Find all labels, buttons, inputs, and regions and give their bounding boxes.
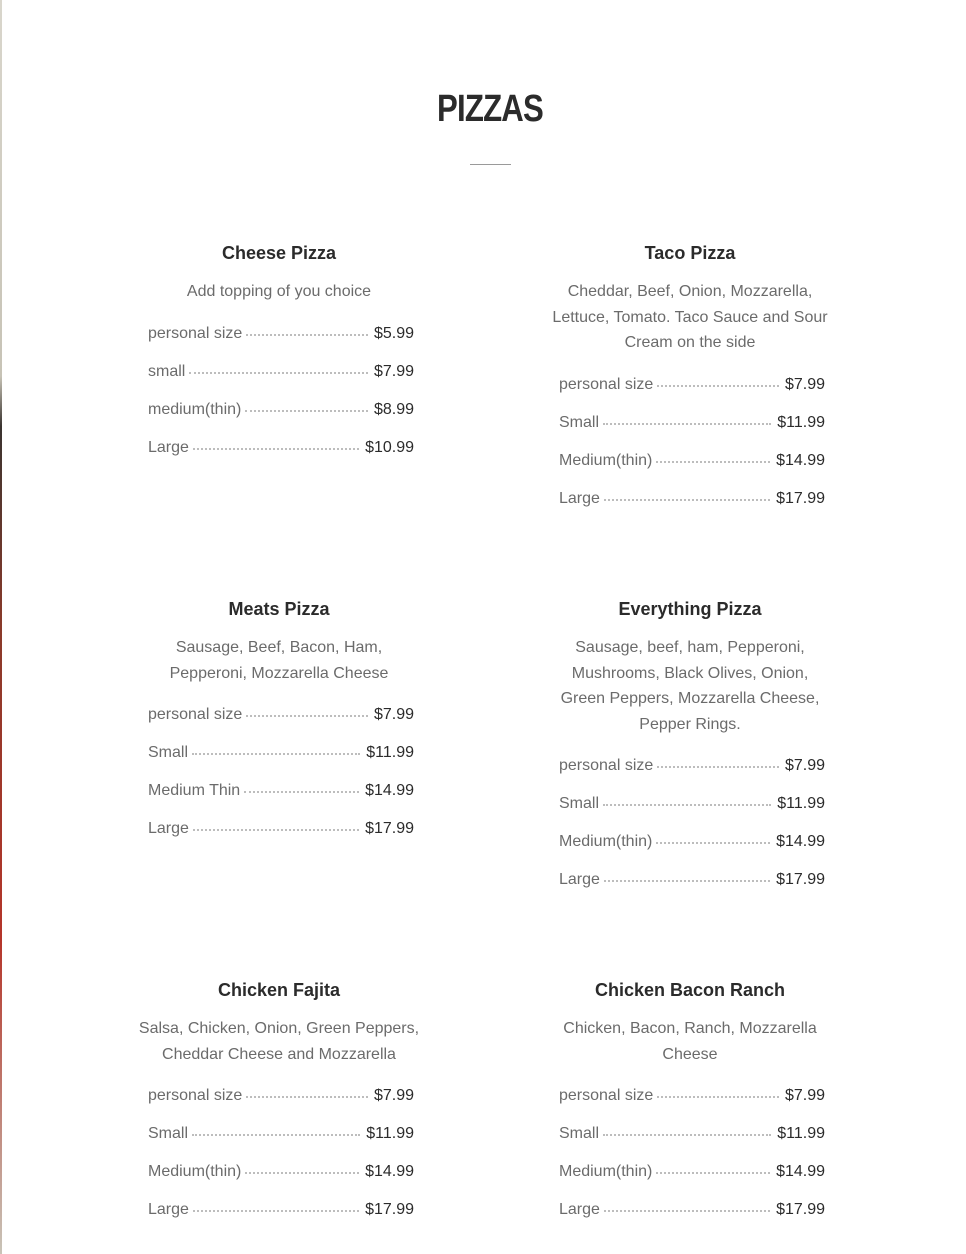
dot-leader <box>246 334 368 336</box>
item-name: Cheese Pizza <box>221 243 337 263</box>
menu-item-chicken-bacon-ranch <box>545 978 835 1239</box>
item-description: Cheddar, Beef, Onion, Mozzarella, Lettuce, Tomato. Taco Sauce and Sour Cream on the side <box>552 283 828 352</box>
size-label: personal size <box>559 1087 654 1105</box>
price-row <box>148 1087 414 1125</box>
price-row <box>559 376 825 414</box>
size-label: personal size <box>148 706 243 724</box>
menu-item-taco-pizza <box>545 241 835 528</box>
size-label: Medium Thin <box>148 782 241 800</box>
price-row <box>148 1163 414 1201</box>
item-name: Taco Pizza <box>644 243 736 263</box>
price: $14.99 <box>365 782 414 800</box>
size-label: Medium(thin) <box>559 1163 653 1181</box>
price: $17.99 <box>776 871 825 889</box>
price: $7.99 <box>784 1087 825 1105</box>
menu-item-everything-pizza <box>545 597 835 909</box>
price-row <box>148 401 414 439</box>
size-label: personal size <box>559 375 654 393</box>
menu-item-meats-pizza <box>134 597 424 858</box>
price-row <box>148 1125 414 1163</box>
menu-item-chicken-fajita <box>134 978 424 1239</box>
price: $7.99 <box>373 1087 414 1105</box>
price: $11.99 <box>366 744 414 762</box>
price-row <box>559 490 825 528</box>
page-title: PIZZAS <box>437 88 543 130</box>
price-row <box>148 744 414 782</box>
menu-item-cheese-pizza <box>134 241 424 477</box>
dot-leader <box>245 410 368 412</box>
dot-leader <box>193 448 359 450</box>
item-name: Meats Pizza <box>228 599 330 619</box>
price-list <box>545 1087 835 1239</box>
size-label: Large <box>559 1201 600 1219</box>
price: $17.99 <box>776 1201 825 1219</box>
price-row <box>559 795 825 833</box>
item-description: Chicken, Bacon, Ranch, Mozzarella Cheese <box>563 1020 817 1063</box>
price-row <box>148 782 414 820</box>
price: $11.99 <box>777 1125 825 1143</box>
price-row <box>148 1201 414 1239</box>
size-label: Small <box>559 1125 600 1143</box>
size-label: small <box>148 362 186 380</box>
price: $11.99 <box>777 795 825 813</box>
price-row <box>148 363 414 401</box>
price-list <box>134 1087 424 1239</box>
dot-leader <box>657 1096 779 1098</box>
item-description: Sausage, Beef, Bacon, Ham, Pepperoni, Mozzarella Cheese <box>169 639 389 682</box>
dot-leader <box>603 1134 771 1136</box>
size-label: Small <box>559 795 600 813</box>
dot-leader <box>193 829 359 831</box>
price: $14.99 <box>776 451 825 469</box>
dot-leader <box>246 1096 368 1098</box>
dot-leader <box>192 1134 360 1136</box>
item-name: Chicken Fajita <box>217 980 341 1000</box>
price: $14.99 <box>776 1163 825 1181</box>
dot-leader <box>657 385 779 387</box>
price: $7.99 <box>373 362 414 380</box>
price-row <box>148 439 414 477</box>
size-label: Large <box>148 1201 189 1219</box>
dot-leader <box>244 791 359 793</box>
dot-leader <box>656 461 770 463</box>
dot-leader <box>603 423 771 425</box>
size-label: Large <box>148 820 189 838</box>
price: $11.99 <box>366 1125 414 1143</box>
price-row <box>559 1125 825 1163</box>
price: $14.99 <box>365 1163 414 1181</box>
price: $10.99 <box>365 438 414 456</box>
dot-leader <box>604 880 770 882</box>
price-row <box>559 833 825 871</box>
dot-leader <box>604 499 770 501</box>
size-label: Small <box>148 744 189 762</box>
size-label: personal size <box>148 324 243 342</box>
price: $5.99 <box>373 324 414 342</box>
price: $7.99 <box>784 757 825 775</box>
price-row <box>559 452 825 490</box>
dot-leader <box>656 842 770 844</box>
item-description: Sausage, beef, ham, Pepperoni, Mushrooms, Black Olives, Onion, Green Peppers, Mozzarella Cheese, Pepper Rings. <box>560 639 820 733</box>
price-row <box>148 820 414 858</box>
size-label: personal size <box>148 1087 243 1105</box>
price: $7.99 <box>373 706 414 724</box>
dot-leader <box>603 804 771 806</box>
price-list <box>134 706 424 858</box>
size-label: Large <box>559 871 600 889</box>
dot-leader <box>246 715 368 717</box>
size-label: medium(thin) <box>148 400 242 418</box>
size-label: Small <box>148 1125 189 1143</box>
dot-leader <box>189 372 368 374</box>
size-label: Medium(thin) <box>559 451 653 469</box>
dot-leader <box>657 766 779 768</box>
price-row <box>559 414 825 452</box>
dot-leader <box>193 1210 359 1212</box>
price-list <box>134 325 424 477</box>
size-label: Medium(thin) <box>559 833 653 851</box>
size-label: personal size <box>559 757 654 775</box>
price: $17.99 <box>776 489 825 507</box>
price-row <box>148 325 414 363</box>
size-label: Medium(thin) <box>148 1163 242 1181</box>
item-name: Chicken Bacon Ranch <box>594 980 786 1000</box>
dot-leader <box>604 1210 770 1212</box>
price: $7.99 <box>784 375 825 393</box>
size-label: Small <box>559 413 600 431</box>
price-row <box>559 1163 825 1201</box>
dot-leader <box>192 753 360 755</box>
price: $14.99 <box>776 833 825 851</box>
dot-leader <box>656 1172 770 1174</box>
size-label: Large <box>148 438 189 456</box>
price-list <box>545 376 835 528</box>
dot-leader <box>245 1172 359 1174</box>
price-row <box>559 757 825 795</box>
price: $17.99 <box>365 1201 414 1219</box>
price-row <box>559 1087 825 1125</box>
price: $11.99 <box>777 413 825 431</box>
price-row <box>148 706 414 744</box>
size-label: Large <box>559 489 600 507</box>
item-description: Salsa, Chicken, Onion, Green Peppers, Cheddar Cheese and Mozzarella <box>138 1020 420 1063</box>
item-name: Everything Pizza <box>618 599 762 619</box>
price: $17.99 <box>365 820 414 838</box>
price: $8.99 <box>373 400 414 418</box>
item-description: Add topping of you choice <box>186 283 372 300</box>
price-list <box>545 757 835 909</box>
title-divider <box>470 164 511 165</box>
price-row <box>559 1201 825 1239</box>
price-row <box>559 871 825 909</box>
page-edge-strip <box>0 0 2 1254</box>
